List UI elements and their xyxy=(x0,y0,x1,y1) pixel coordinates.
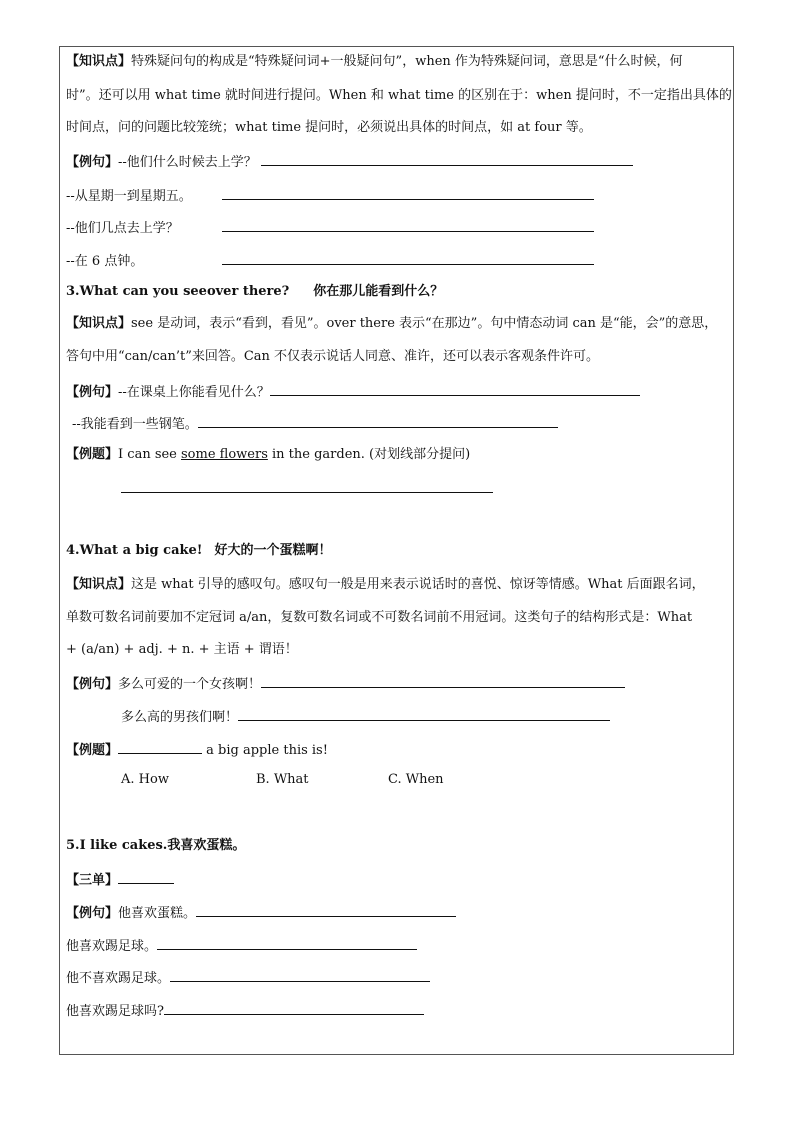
answer-blank[interactable] xyxy=(261,673,625,688)
example-line: 他喜欢踢足球。 xyxy=(66,935,417,956)
exercise-line: 【例题】I can see some flowers in the garden. (对划线部分提问) xyxy=(66,447,471,462)
answer-blank[interactable] xyxy=(198,413,558,428)
example-line: 他不喜欢踢足球。 xyxy=(66,967,430,988)
example-line: --在 6 点钟。 xyxy=(66,250,594,271)
knowledge-point-line: 答句中用“can/can’t”来回答。Can 不仅表示说话人同意、准许，还可以表示客观条件许可。 xyxy=(66,349,600,364)
example-line: 【例句】他喜欢蛋糕。 xyxy=(66,902,456,923)
example-line: 【例句】多么可爱的一个女孩啊！ xyxy=(66,673,625,694)
option-c[interactable]: C. When xyxy=(388,772,444,787)
answer-blank[interactable] xyxy=(222,250,594,265)
example-line: --我能看到一些钢笔。 xyxy=(72,413,558,434)
answer-blank[interactable] xyxy=(222,185,594,200)
answer-blank[interactable] xyxy=(238,706,610,721)
answer-blank[interactable] xyxy=(222,217,594,232)
third-person-line: 【三单】 xyxy=(66,869,174,890)
example-line: --他们几点去上学？ xyxy=(66,217,594,238)
answer-blank[interactable] xyxy=(170,967,430,982)
example-line: --从星期一到星期五。 xyxy=(66,185,594,206)
knowledge-point-line: + (a/an) + adj. + n. + 主语 + 谓语！ xyxy=(66,642,298,657)
knowledge-point-line: 【知识点】see 是动词，表示“看到，看见”。over there 表示“在那边”。句中情态动词 can 是“能，会”的意思， xyxy=(66,316,718,331)
answer-blank[interactable] xyxy=(121,478,493,493)
example-line: 多么高的男孩们啊！ xyxy=(121,706,610,727)
knowledge-point-line: 单数可数名词前要加不定冠词 a/an，复数可数名词或不可数名词前不用冠词。这类句子的结构形式是：What xyxy=(66,610,693,625)
knowledge-point-line: 【知识点】特殊疑问句的构成是“特殊疑问词+一般疑问句”，when 作为特殊疑问词，意思是“什么时候，何 xyxy=(66,54,683,69)
answer-blank[interactable] xyxy=(118,869,174,884)
exercise-line: 【例题】 a big apple this is! xyxy=(66,739,328,760)
answer-blank[interactable] xyxy=(118,739,202,754)
answer-blank[interactable] xyxy=(270,381,640,396)
section-heading: 4.What a big cake! 好大的一个蛋糕啊！ xyxy=(66,543,332,558)
answer-blank[interactable] xyxy=(196,902,456,917)
example-line: 他喜欢踢足球吗? xyxy=(66,1000,424,1021)
knowledge-point-line: 时”。还可以用 what time 就时间进行提问。When 和 what time 的区别在于：when 提问时，不一定指出具体的 xyxy=(66,88,732,103)
answer-blank[interactable] xyxy=(261,151,633,166)
option-a[interactable]: A. How xyxy=(121,772,169,787)
answer-blank[interactable] xyxy=(164,1000,424,1015)
answer-line xyxy=(121,478,493,499)
knowledge-point-line: 时间点，问的问题比较笼统；what time 提问时，必须说出具体的时间点，如 at four 等。 xyxy=(66,120,592,135)
section-heading: 5.I like cakes.我喜欢蛋糕。 xyxy=(66,838,246,853)
example-line: 【例句】--在课桌上你能看见什么？ xyxy=(66,381,640,402)
section-heading: 3.What can you seeover there? 你在那儿能看到什么？ xyxy=(66,284,444,299)
example-line: 【例句】--他们什么时候去上学？ xyxy=(66,151,633,172)
answer-blank[interactable] xyxy=(157,935,417,950)
knowledge-point-line: 【知识点】这是 what 引导的感叹句。感叹句一般是用来表示说话时的喜悦、惊讶等情感。What 后面跟名词， xyxy=(66,577,705,592)
option-b[interactable]: B. What xyxy=(256,772,309,787)
